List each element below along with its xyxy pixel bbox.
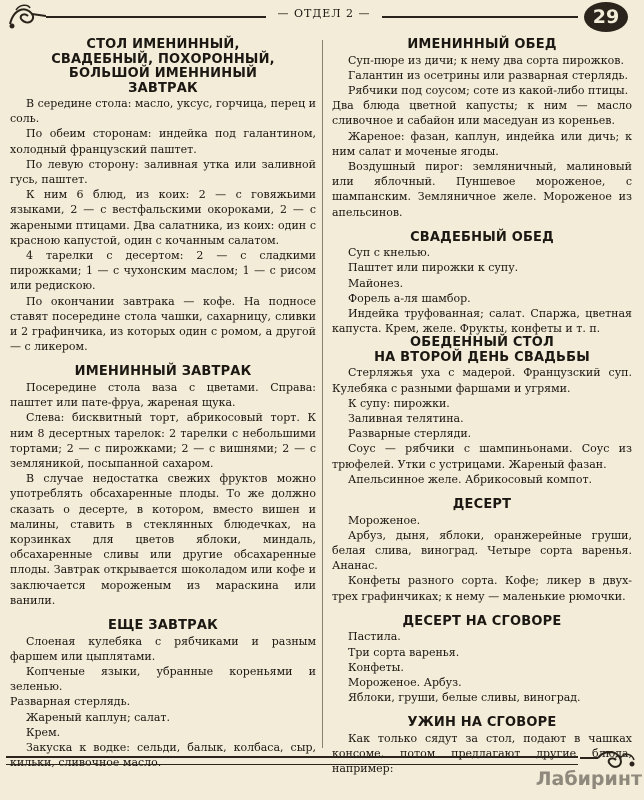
paragraph: Майонез. <box>348 276 404 290</box>
paragraph: Конфеты разного сорта. Кофе; ликер в двух-трех графинчиках; к нему — маленькие рюмочки. <box>332 574 632 603</box>
paragraph: Крем. <box>26 725 61 739</box>
paragraph: Галантин из осетрины или разварная стерлядь. <box>348 68 628 82</box>
right-column <box>332 38 632 776</box>
header-rule-left <box>46 16 266 18</box>
title-line: ЗАВТРАК <box>128 80 198 96</box>
paragraph: По обеим сторонам: индейка под галантином, холодный французский паштет. <box>10 127 316 156</box>
paragraph: Соус — рябчики с шампиньонами. Соус из трюфелей. Утки с устрицами. Жареный фазан. <box>332 442 632 471</box>
paragraph: В случае недостатка свежих фруктов можно употреблять обсахаренные плоды. То же должно сказать о десерте, в котором, вместо вишен и малины, ставить в стеклянных блюдечках, на корзинках для цветов яблоки, миндаль, обсахаренные сливы или другие обсахаренные плоды. Завтрак открывается шоколадом или кофе и заключается мороженым из мараскина или ванили. <box>10 472 316 607</box>
paragraph: Пастила. <box>348 630 401 644</box>
paragraph: Закуска к водке: сельди, балык, колбаса, сыр, кильки, сливочное масло. <box>10 740 316 770</box>
paragraph: Паштет или пирожки к супу. <box>348 261 519 275</box>
paragraph: Слоеная кулебяка с рябчиками и разным фаршем или цыплятами. <box>10 634 316 663</box>
paragraph: Стерляжья уха с мадерой. Французский суп. Кулебяка с разными фаршами и угрями. <box>332 366 632 395</box>
section-title: УЖИН НА СГОВОРЕ <box>407 715 557 731</box>
paragraph: К супу: пирожки. <box>348 396 450 410</box>
paragraph: Мороженое. Арбуз. <box>348 675 462 689</box>
title-line: СВАДЕБНЫЙ, ПОХОРОННЫЙ, <box>51 51 275 67</box>
paragraph: Копченые языки, убранные кореньями и зеленью. <box>10 664 316 694</box>
paragraph: Суп-пюре из дичи; к нему два сорта пирожков. <box>348 53 624 67</box>
section-title: ИМЕНИННЫЙ ОБЕД <box>407 37 557 52</box>
title-line: ОБЕДЕННЫЙ СТОЛ <box>410 335 554 351</box>
paragraph: Конфеты. <box>348 660 404 674</box>
paragraph: Суп с кнелью. <box>348 246 431 260</box>
paragraph: 4 тарелки с десертом: 2 — с сладкими пирожками; 1 — с чухонским маслом; 1 — с рисом или редискою. <box>10 249 316 293</box>
title-line: БОЛЬШОЙ ИМЕННИНЫЙ <box>68 66 258 81</box>
paragraph: К ним 6 блюд, из коих: 2 — с говяжьими языками, 2 — с вестфальскими окороками, 2 — с жареными птицами. Два салатника, из коих: один с красною капустой, один с кочанным салатом. <box>10 188 316 247</box>
paragraph: Яблоки, груши, белые сливы, виноград. <box>348 691 581 705</box>
section-title: ДЕСЕРТ НА СГОВОРЕ <box>402 613 562 629</box>
paragraph: Жареный каплун; салат. <box>26 710 170 724</box>
section-title: ДЕСЕРТ <box>452 497 512 513</box>
title-line: НА ВТОРОЙ ДЕНЬ СВАДЬБЫ <box>374 349 590 365</box>
paragraph: Индейка труфованная; салат. Спаржа, цветная капуста. Крем, желе. Фрукты, конфеты и т. п. <box>332 307 632 336</box>
footer-rule <box>6 756 578 765</box>
paragraph: Мороженое. <box>348 513 421 527</box>
section-title <box>10 38 316 96</box>
paragraph: Разварная стерлядь. <box>10 695 131 709</box>
paragraph: Слева: бисквитный торт, абрикосовый торт. К ним 8 десертных тарелок: 2 тарелки с небольшими тортами; 2 — с пирожками; 2 — с вишнями; 2 — с земляникой, посыпанной сахаром. <box>10 411 316 470</box>
paragraph: Два блюда цветной капусты; к ним — масло сливочное и сабайон или маседуан из кореньев. <box>332 99 632 128</box>
section-title <box>332 336 632 365</box>
paragraph: Апельсинное желе. Абрикосовый компот. <box>348 472 593 486</box>
page-footer <box>6 748 642 798</box>
watermark-logo: Лабиринт <box>535 768 642 790</box>
paragraph: Жареное: фазан, каплун, индейка или дичь; к ним салат и моченые ягоды. <box>332 129 632 158</box>
paragraph: По левую сторону: заливная утка или заливной гусь, паштет. <box>10 157 316 187</box>
paragraph: В середине стола: масло, уксус, горчица, перец и соль. <box>10 97 316 126</box>
paragraph: Как только сядут за стол, подают в чашках консоме, потом предлагают другие блюда, например: <box>332 731 632 776</box>
paragraph: Форель а-ля шамбор. <box>348 291 471 305</box>
section-label: — ОТДЕЛ 2 — <box>277 7 371 20</box>
section-title: ИМЕНИННЫЙ ЗАВТРАК <box>74 364 252 380</box>
section-title: СВАДЕБНЫЙ ОБЕД <box>410 229 554 245</box>
page-number: 29 <box>584 2 628 32</box>
title-line: СТОЛ ИМЕНИННЫЙ, <box>86 37 240 52</box>
paragraph: Воздушный пирог: земляничный, малиновый или яблочный. Пуншевое мороженое, с шампанским. Земляничное желе. Мороженое из апельсинов. <box>332 159 632 219</box>
paragraph: Арбуз, дыня, яблоки, оранжерейные груши, белая слива, виноград. Четыре сорта варенья. Ананас. <box>332 528 632 573</box>
paragraph: Рябчики под соусом; соте из какой-либо птицы. <box>348 83 629 97</box>
ornament-flourish-icon <box>6 2 46 32</box>
left-column <box>10 38 316 770</box>
paragraph: Посередине стола ваза с цветами. Справа: паштет или пате-фруа, жареная щука. <box>10 380 316 410</box>
paragraph: Три сорта варенья. <box>348 645 460 659</box>
column-divider <box>322 40 323 748</box>
paragraph: Разварные стерляди. <box>348 427 472 441</box>
section-title: ЕЩЕ ЗАВТРАК <box>107 618 218 633</box>
paragraph: Заливная телятина. <box>348 412 464 426</box>
page-header <box>6 2 638 38</box>
header-rule-right <box>382 16 578 18</box>
paragraph: По окончании завтрака — кофе. На подносе ставят посередине стола чашки, сахарницу, сливки и 2 графинчика, из которых один с ромом, а другой — с ликером. <box>10 294 316 354</box>
